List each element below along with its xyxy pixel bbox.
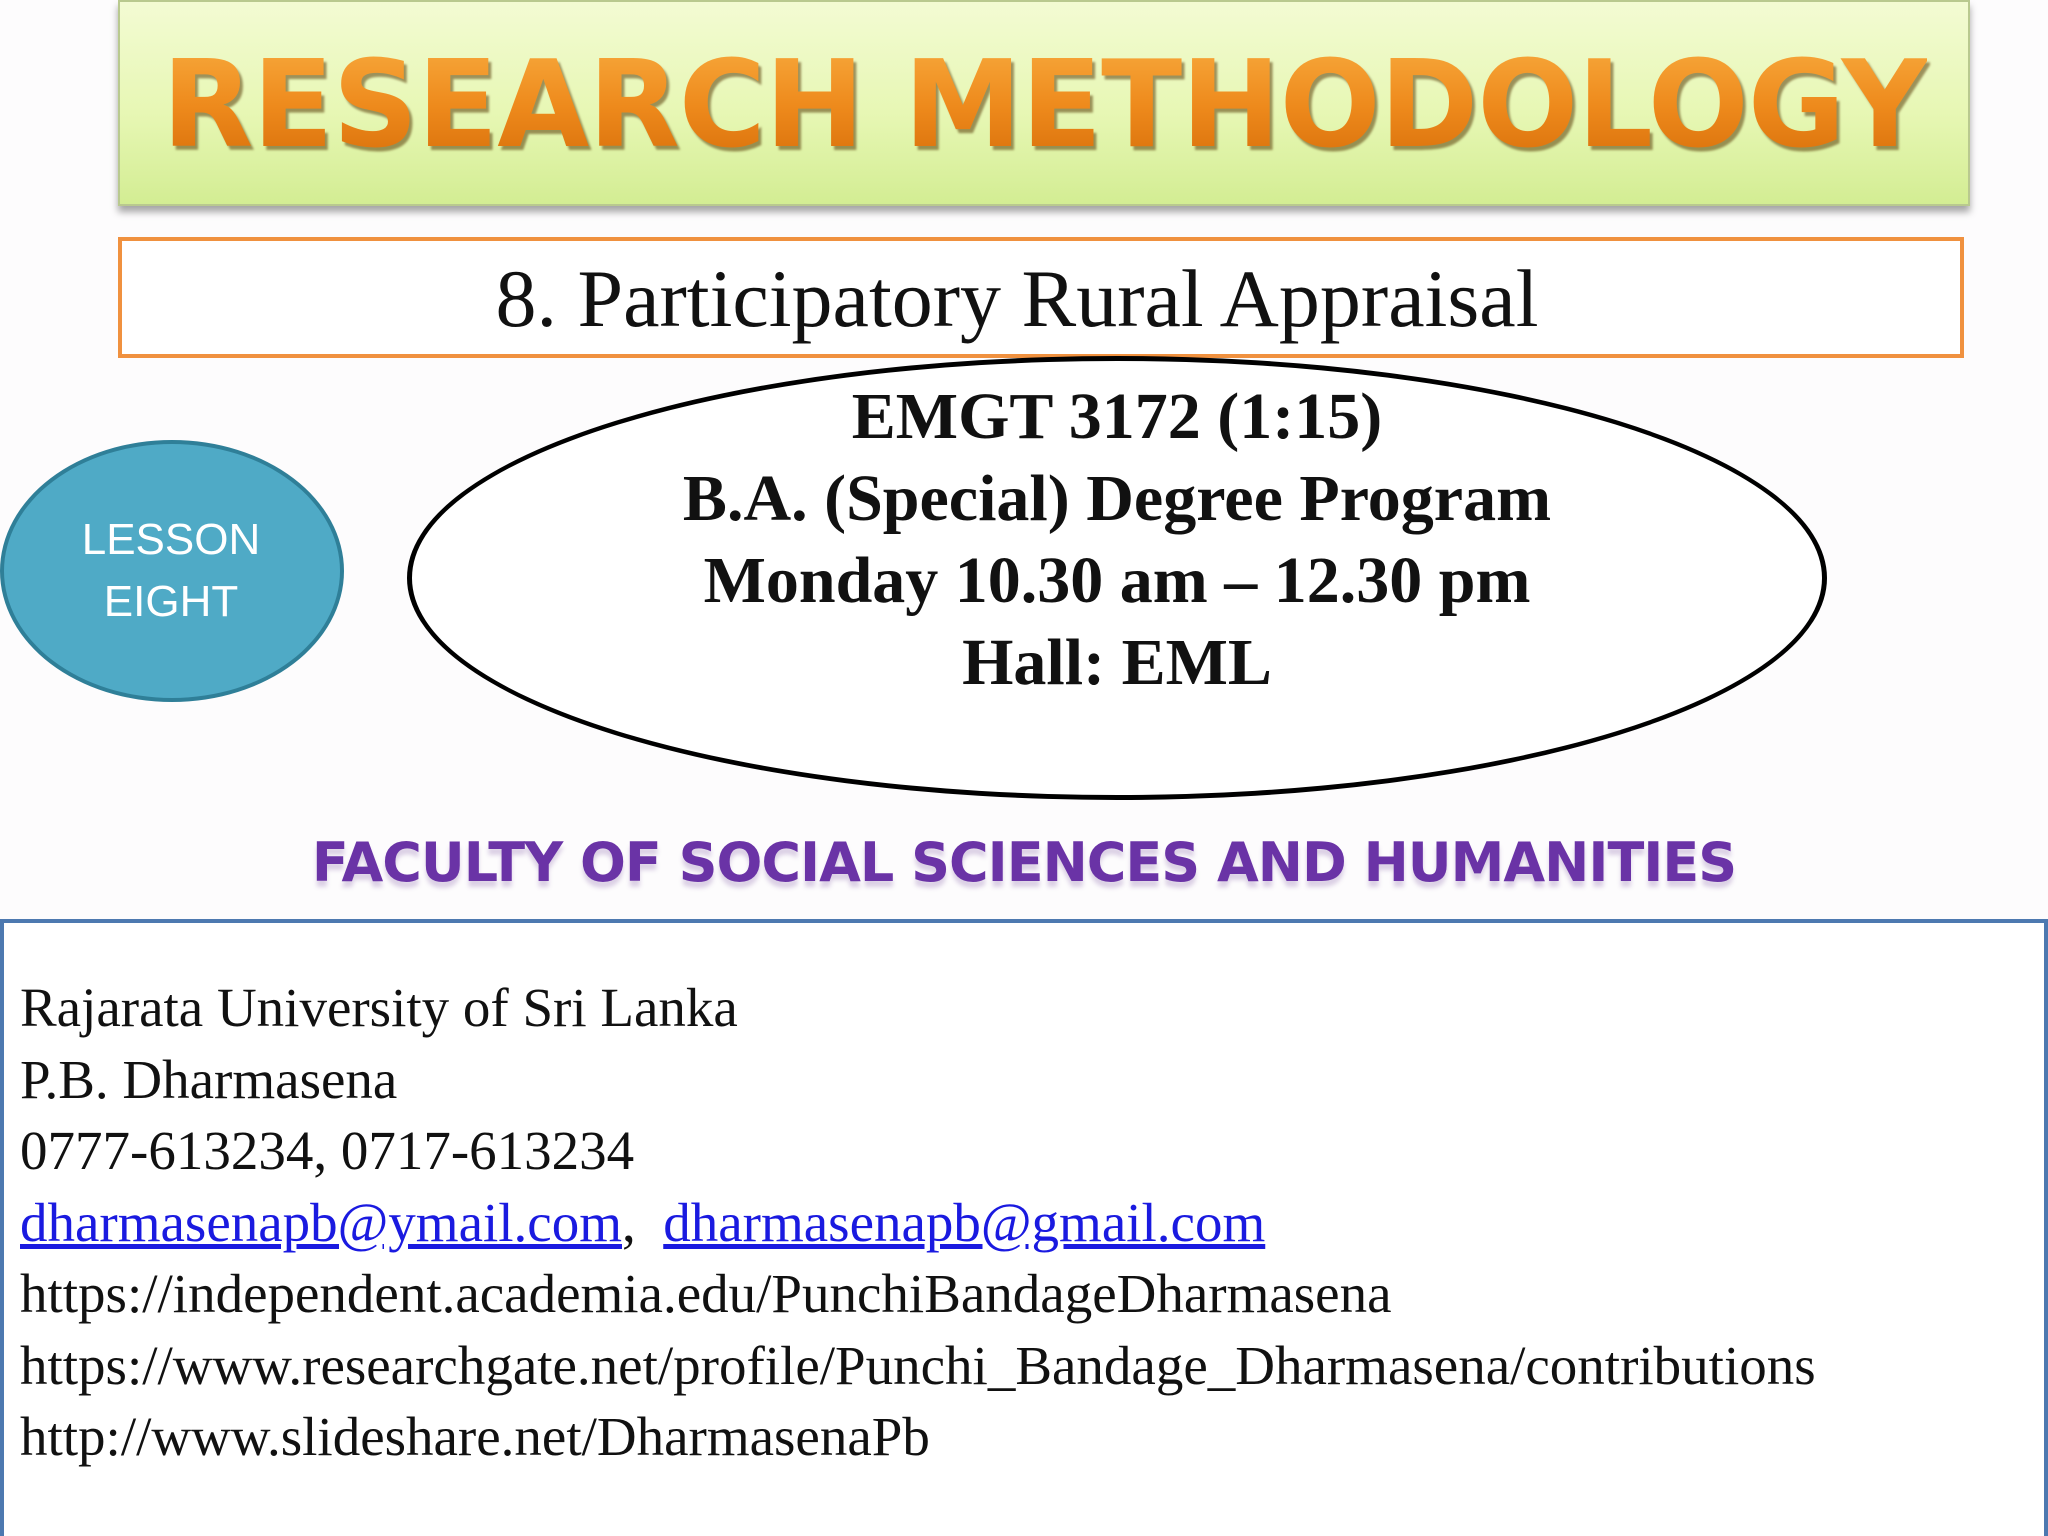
- lesson-badge-label: [71, 509, 271, 633]
- course-code: EMGT 3172 (1:15): [851, 380, 1383, 453]
- university-name: Rajarata University of Sri Lanka: [20, 977, 738, 1038]
- title-banner: [118, 0, 1970, 206]
- slide-title: RESEARCH METHODOLOGY: [161, 36, 1927, 175]
- degree-program: B.A. (Special) Degree Program: [682, 462, 1552, 535]
- email-link-gmail[interactable]: dharmasenapb@gmail.com: [663, 1191, 1266, 1253]
- phone-numbers: 0777-613234, 0717-613234: [20, 1120, 635, 1181]
- lesson-subtitle: 8. Participatory Rural Appraisal: [495, 252, 1539, 344]
- author-name: P.B. Dharmasena: [20, 1048, 398, 1110]
- lesson-badge-line1: LESSON: [81, 515, 261, 564]
- subtitle-box: [118, 237, 1964, 358]
- researchgate-url: https://www.researchgate.net/profile/Punchi_Bandage_Dharmasena/contributions: [20, 1334, 1816, 1396]
- faculty-heading: FACULTY OF SOCIAL SCIENCES AND HUMANITIES: [311, 831, 1737, 894]
- course-info: [407, 376, 1827, 704]
- email-link-ymail[interactable]: dharmasenapb@ymail.com: [20, 1191, 622, 1253]
- slideshare-url: http://www.slideshare.net/DharmasenaPb: [20, 1406, 930, 1467]
- contact-details: [20, 972, 1816, 1473]
- email-separator: ,: [622, 1191, 664, 1253]
- academia-url: https://independent.academia.edu/PunchiBandageDharmasena: [20, 1263, 1392, 1324]
- lecture-hall: Hall: EML: [962, 626, 1272, 699]
- lesson-badge: [0, 440, 344, 702]
- class-schedule: Monday 10.30 am – 12.30 pm: [703, 544, 1531, 617]
- lesson-badge-line2: EIGHT: [103, 577, 239, 626]
- email-line: [20, 1187, 1816, 1259]
